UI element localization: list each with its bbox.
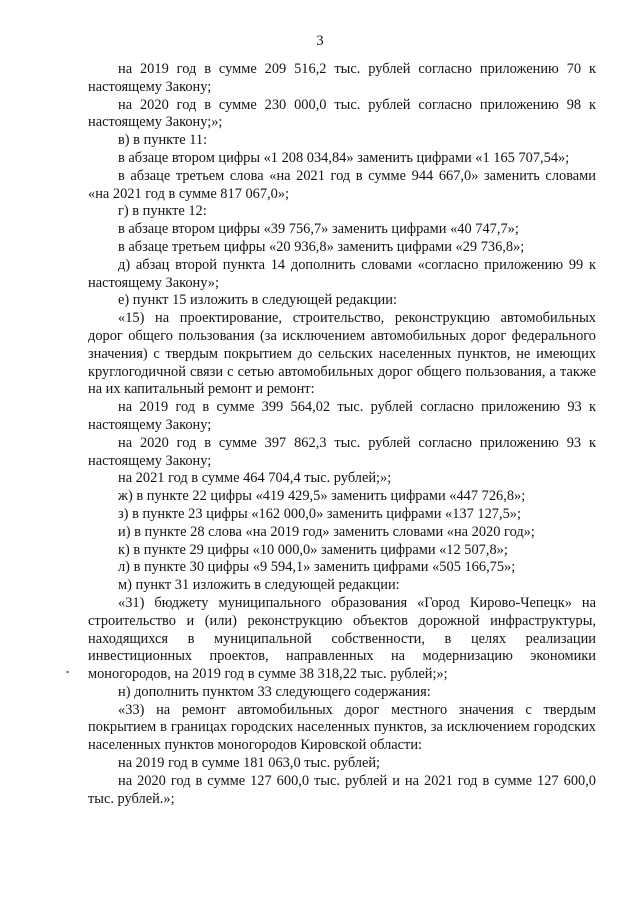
page-number: 3: [316, 33, 324, 49]
paragraph: на 2019 год в сумме 181 063,0 тыс. рублей;: [118, 755, 381, 772]
paragraph: в) в пункте 11:: [118, 132, 208, 149]
paragraph: «15) на проектирование, строительство, реконструкцию автомобильных дорог общего пользования (за исключением автомобильных дорог федерального значения) с твердым покрытием до сельских населенных пунктов, не имеющих круглогодичной связи с сетью автомобильных дорог общего пользования, а также на их капитальный ремонт и ремонт:: [88, 310, 596, 398]
paragraph: «31) бюджету муниципального образования «Город Кирово-Чепецк» на строительство и (или) реконструкцию объектов дорожной инфраструктуры, находящихся в муниципальной собственности, в целях реализации инвестиционных проектов, направленных на модернизацию экономики моногородов, на 2019 год в сумме 38 318,22 тыс. рублей;»;: [88, 594, 596, 683]
paragraph: в абзаце третьем слова «на 2021 год в сумме 944 667,0» заменить словами «на 2021 год в сумме 817 067,0»;: [88, 167, 596, 202]
paragraph: л) в пункте 30 цифры «9 594,1» заменить цифрами «505 166,75»;: [118, 559, 516, 576]
paragraph: «33) на ремонт автомобильных дорог местного значения с твердым покрытием в границах городских населенных пунктов, за исключением городских населенных пунктов моногородов Кировской области:: [88, 701, 596, 754]
paragraph: на 2019 год в сумме 209 516,2 тыс. рублей согласно приложению 70 к настоящему Закону;: [88, 61, 596, 95]
paragraph: м) пункт 31 изложить в следующей редакции:: [118, 577, 400, 594]
paragraph: е) пункт 15 изложить в следующей редакции:: [118, 292, 397, 309]
paragraph: на 2020 год в сумме 127 600,0 тыс. рублей и на 2021 год в сумме 127 600,0 тыс. рублей.»;: [88, 772, 596, 807]
paragraph: д) абзац второй пункта 14 дополнить словами «согласно приложению 99 к настоящему Закону»;: [88, 256, 596, 291]
paragraph: в абзаце третьем цифры «20 936,8» заменить цифрами «29 736,8»;: [118, 238, 525, 255]
paragraph: на 2020 год в сумме 230 000,0 тыс. рублей согласно приложению 98 к настоящему Закону;»;: [88, 96, 596, 131]
paragraph: на 2021 год в сумме 464 704,4 тыс. рублей;»;: [118, 470, 392, 487]
paragraph: к) в пункте 29 цифры «10 000,0» заменить цифрами «12 507,8»;: [118, 541, 508, 558]
paragraph: на 2020 год в сумме 397 862,3 тыс. рублей согласно приложению 93 к настоящему Закону;: [88, 434, 596, 469]
paragraph: на 2019 год в сумме 399 564,02 тыс. рублей согласно приложению 93 к настоящему Закону;: [88, 399, 596, 433]
paragraph: г) в пункте 12:: [118, 203, 207, 220]
paragraph: в абзаце втором цифры «1 208 034,84» заменить цифрами «1 165 707,54»;: [118, 149, 570, 166]
paragraph: н) дополнить пунктом 33 следующего содержания:: [118, 683, 431, 700]
scan-speck: [66, 671, 69, 673]
paragraph: ж) в пункте 22 цифры «419 429,5» заменить цифрами «447 726,8»;: [118, 488, 526, 505]
paragraph: з) в пункте 23 цифры «162 000,0» заменить цифрами «137 127,5»;: [118, 505, 521, 522]
paragraph: и) в пункте 28 слова «на 2019 год» заменить словами «на 2020 год»;: [118, 523, 535, 540]
document-body: [88, 61, 596, 808]
paragraph: в абзаце втором цифры «39 756,7» заменить цифрами «40 747,7»;: [118, 221, 519, 238]
